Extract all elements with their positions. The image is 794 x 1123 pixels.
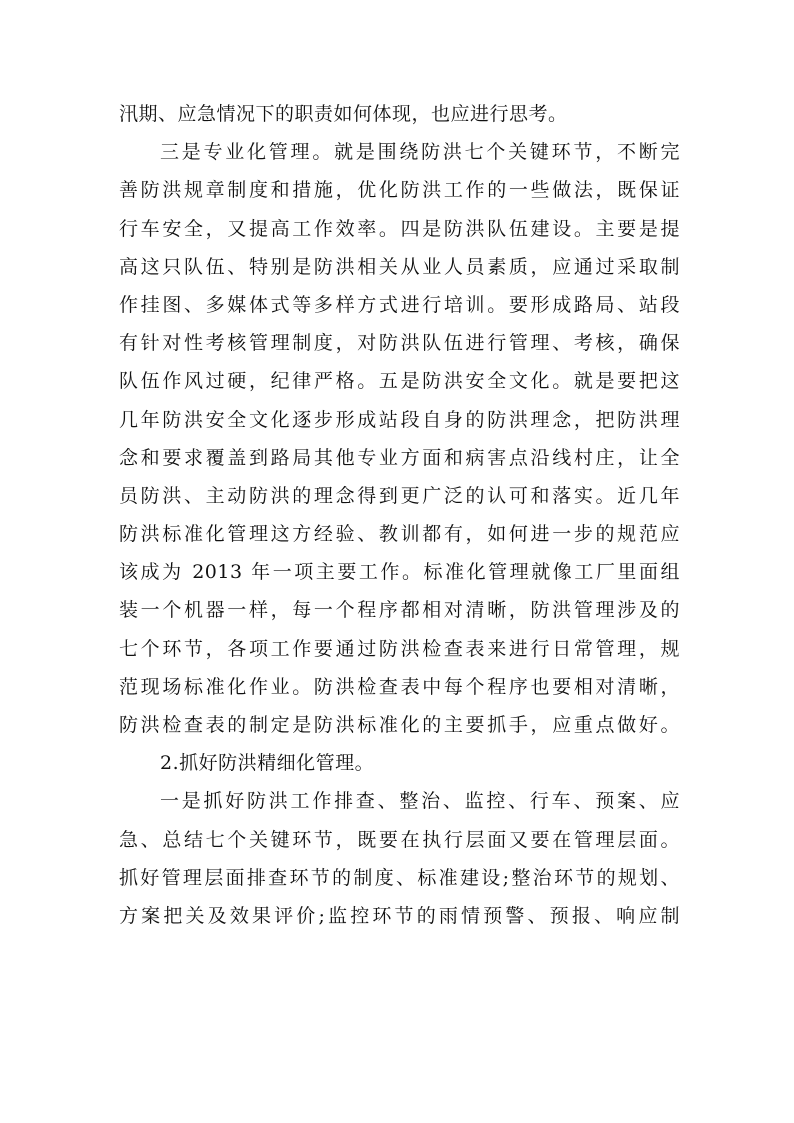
text-line: 高这只队伍、特别是防洪相关从业人员素质，应通过采取制 [119,255,680,278]
text-line: 善防洪规章制度和措施，优化防洪工作的一些做法，既保证 [119,179,680,202]
body-text [0,95,794,935]
text-line: 抓好管理层面排查环节的制度、标准建设;整治环节的规划、 [119,866,680,889]
text-line: 防洪检查表的制定是防洪标准化的主要抓手，应重点做好。 [119,714,680,736]
text-line: 念和要求覆盖到路局其他专业方面和病害点沿线村庄，让全 [119,446,680,469]
text-line: 几年防洪安全文化逐步形成站段自身的防洪理念，把防洪理 [119,408,680,431]
text-line: 该成为 2013 年一项主要工作。标准化管理就像工厂里面组 [119,561,680,584]
text-line: 三是专业化管理。就是围绕防洪七个关键环节，不断完 [160,141,680,164]
text-line: 范现场标准化作业。防洪检查表中每个程序也要相对清晰， [119,675,680,698]
text-line: 一是抓好防洪工作排查、整治、监控、行车、预案、应 [160,790,680,813]
text-line: 员防洪、主动防洪的理念得到更广泛的认可和落实。近几年 [119,484,680,507]
text-line: 方案把关及效果评价;监控环节的雨情预警、预报、响应制 [119,904,680,927]
text-line: 急、总结七个关键环节，既要在执行层面又要在管理层面。 [119,828,680,851]
text-line: 汛期、应急情况下的职责如何体现，也应进行思考。 [119,103,568,125]
text-line: 有针对性考核管理制度，对防洪队伍进行管理、考核，确保 [119,332,680,355]
section-heading: 2.抓好防洪精细化管理。 [160,752,375,775]
text-line: 七个环节，各项工作要通过防洪检查表来进行日常管理，规 [119,637,680,660]
text-line: 装一个机器一样，每一个程序都相对清晰，防洪管理涉及的 [119,599,680,622]
text-line: 队伍作风过硬，纪律严格。五是防洪安全文化。就是要把这 [119,370,680,393]
text-line: 行车安全，又提高工作效率。四是防洪队伍建设。主要是提 [119,217,680,240]
text-line: 防洪标准化管理这方经验、教训都有，如何进一步的规范应 [119,523,680,546]
text-line: 作挂图、多媒体式等多样方式进行培训。要形成路局、站段 [119,293,680,316]
